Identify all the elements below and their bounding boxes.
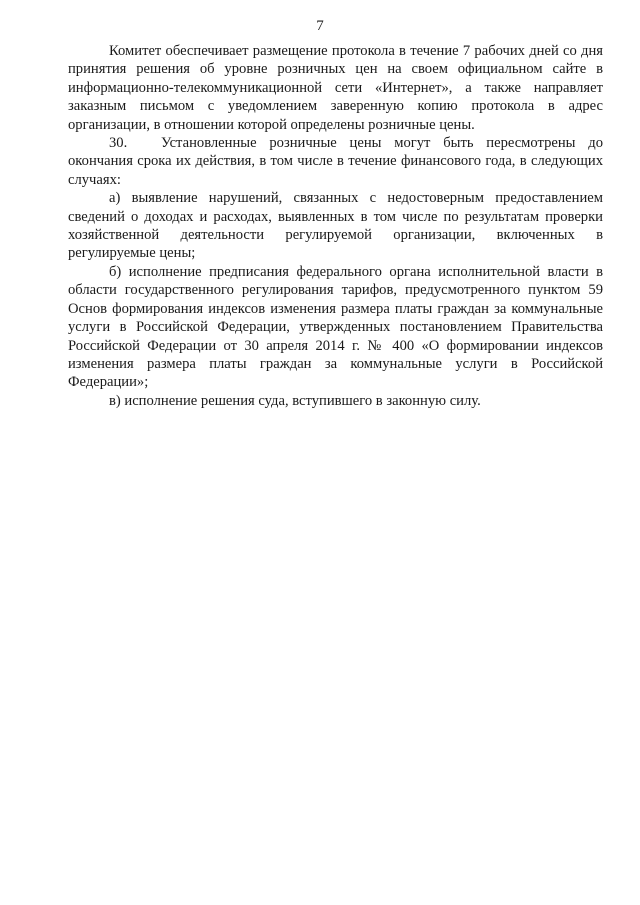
- document-body: [68, 42, 603, 410]
- paragraph-item-30: [68, 134, 603, 189]
- case-a: а) выявление нарушений, связанных с недостоверным предоставлением сведений о доходах и расходах, выявленных в том числе по результатам проверки хозяйственной деятельности регулируемой организации, включенных в регулируемые цены;: [68, 190, 603, 262]
- item-30-number: 30.: [109, 135, 128, 152]
- item-30-text: Установленные розничные цены могут быть пересмотрены до окончания срока их действия, в том числе в течение финансового года, в следующих случаях:: [68, 135, 603, 188]
- case-b: б) исполнение предписания федерального органа исполнительной власти в области государственного регулирования тарифов, предусмотренного пунктом 59 Основ формирования индексов изменения размера платы граждан за коммунальные услуги в Российской Федерации, утвержденных постановлением Правительства Российской Федерации от 30 апреля 2014 г. № 400 «О формировании индексов изменения размера платы граждан за коммунальные услуги в Российской Федерации»;: [68, 263, 603, 391]
- page-number: 7: [316, 18, 324, 34]
- paragraph-publication-notice: Комитет обеспечивает размещение протокола в течение 7 рабочих дней со дня принятия решения об уровне розничных цен на своем официальном сайте в информационно-телекоммуникационной сети «Интернет», а также направляет заказным письмом с уведомлением заверенную копию протокола в адрес организации, в отношении которой определены розничные цены.: [68, 43, 603, 133]
- case-c: в) исполнение решения суда, вступившего в законную силу.: [109, 392, 481, 409]
